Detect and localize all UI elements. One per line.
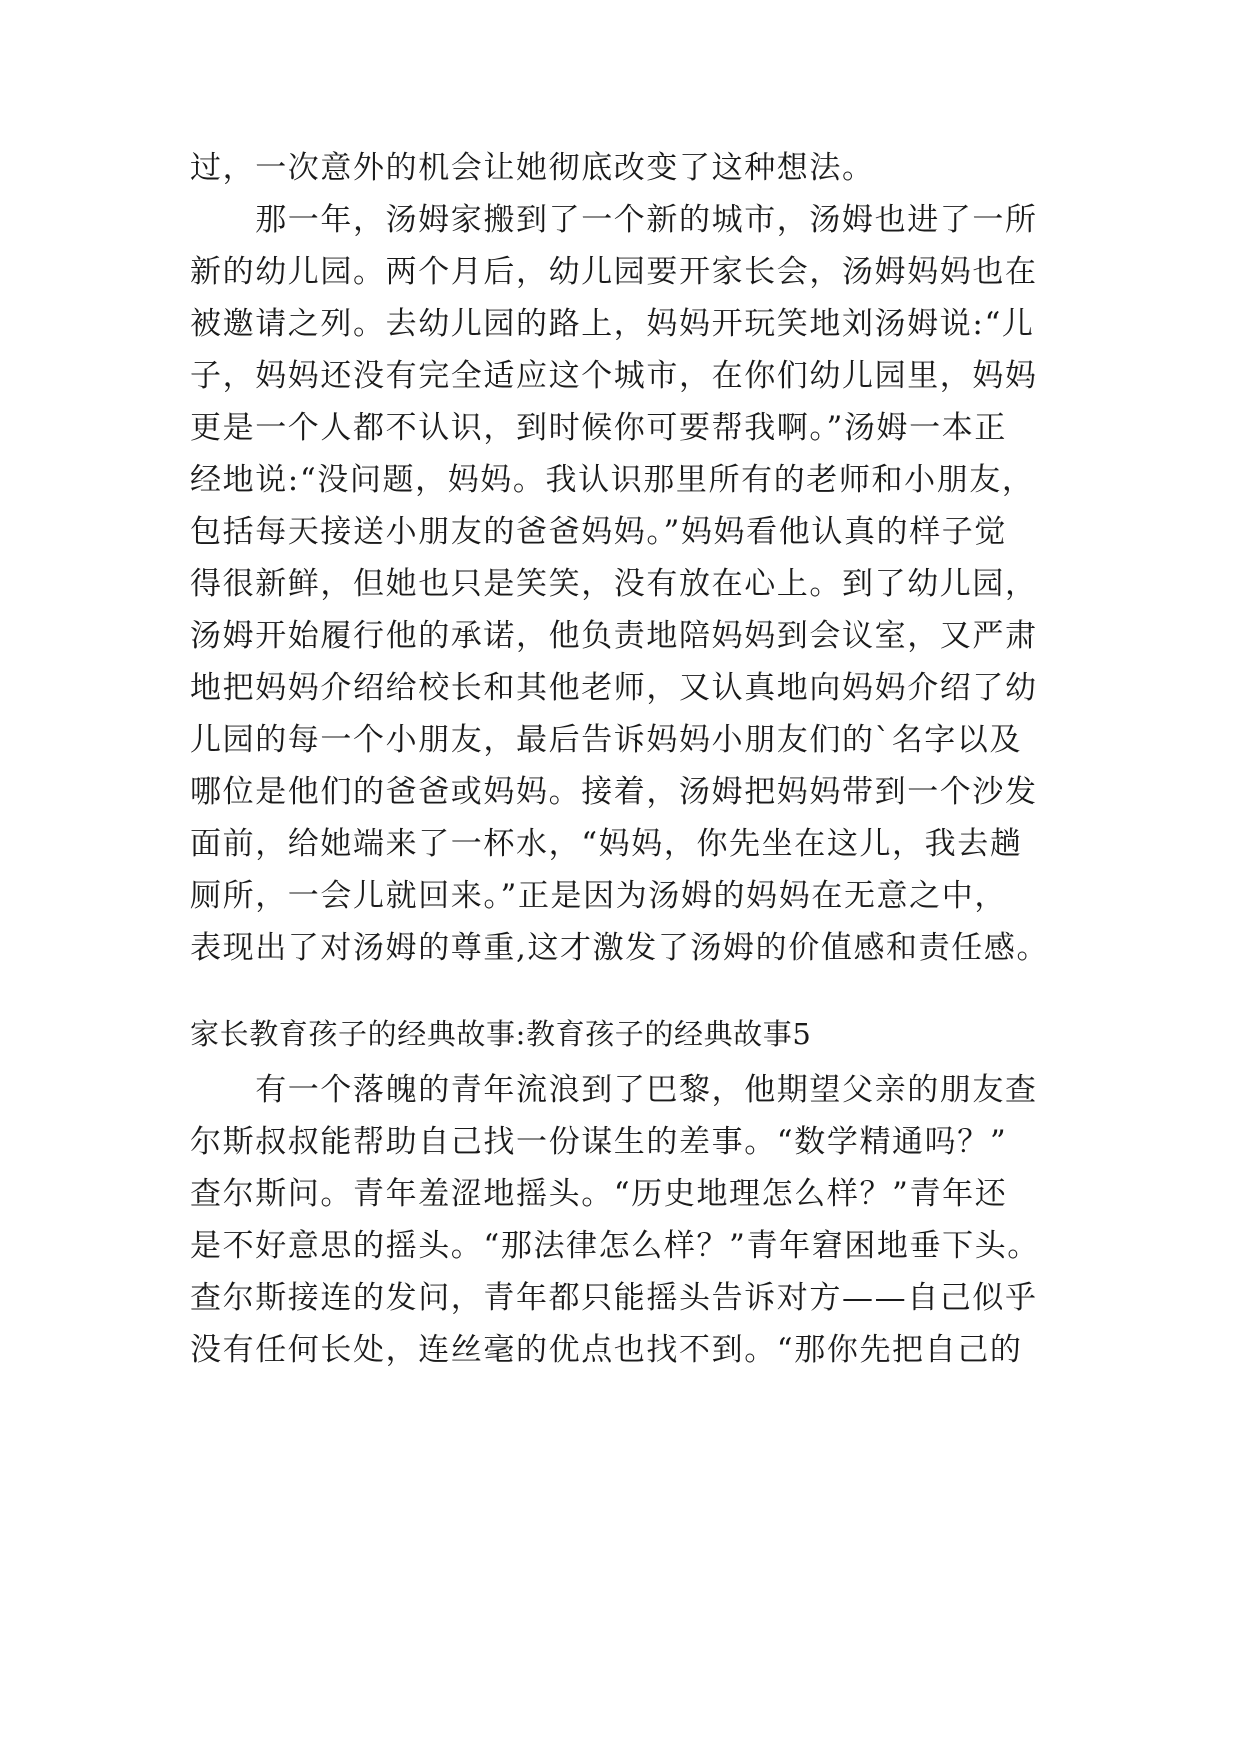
text-line: 汤姆开始履行他的承诺，他负责地陪妈妈到会议室，又严肃	[190, 618, 1038, 654]
section-heading: 家长教育孩子的经典故事:教育孩子的经典故事5	[190, 1017, 812, 1051]
text-line: 查尔斯问。青年羞涩地摇头。“历史地理怎么样？”青年还	[190, 1176, 1008, 1212]
text-line: 包括每天接送小朋友的爸爸妈妈。”妈妈看他认真的样子觉	[190, 514, 1007, 550]
text-line: 厕所，一会儿就回来。”正是因为汤姆的妈妈在无意之中，	[190, 878, 1007, 914]
text-line: 没有任何长处，连丝毫的优点也找不到。“那你先把自己的	[190, 1332, 1023, 1368]
text-line: 那一年，汤姆家搬到了一个新的城市，汤姆也进了一所	[190, 202, 1038, 238]
text-line: 过，一次意外的机会让她彻底改变了这种想法。	[190, 150, 875, 186]
text-line: 儿园的每一个小朋友，最后告诉妈妈小朋友们的`名字以及	[190, 722, 1023, 758]
text-line: 有一个落魄的青年流浪到了巴黎，他期望父亲的朋友查	[190, 1072, 1038, 1108]
text-line: 得很新鲜，但她也只是笑笑，没有放在心上。到了幼儿园，	[190, 566, 1038, 602]
text-line: 面前，给她端来了一杯水，“妈妈，你先坐在这儿，我去趟	[190, 826, 1023, 862]
text-line: 尔斯叔叔能帮助自己找一份谋生的差事。“数学精通吗？”	[190, 1124, 1008, 1160]
text-line: 表现出了对汤姆的尊重,这才激发了汤姆的价值感和责任感。	[190, 930, 1050, 966]
text-line: 哪位是他们的爸爸或妈妈。接着，汤姆把妈妈带到一个沙发	[190, 774, 1038, 810]
text-line: 经地说:“没问题，妈妈。我认识那里所有的老师和小朋友，	[190, 462, 1035, 498]
text-line: 被邀请之列。去幼儿园的路上，妈妈开玩笑地刘汤姆说:“儿	[190, 306, 1035, 342]
text-line: 新的幼儿园。两个月后，幼儿园要开家长会，汤姆妈妈也在	[190, 254, 1038, 290]
text-line: 查尔斯接连的发问，青年都只能摇头告诉对方——自己似乎	[190, 1280, 1038, 1316]
text-line: 地把妈妈介绍给校长和其他老师，又认真地向妈妈介绍了幼	[190, 670, 1038, 706]
text-line: 更是一个人都不认识，到时候你可要帮我啊。”汤姆一本正	[190, 410, 1007, 446]
text-line: 子，妈妈还没有完全适应这个城市，在你们幼儿园里，妈妈	[190, 358, 1038, 394]
text-line: 是不好意思的摇头。“那法律怎么样？”青年窘困地垂下头。	[190, 1228, 1040, 1264]
